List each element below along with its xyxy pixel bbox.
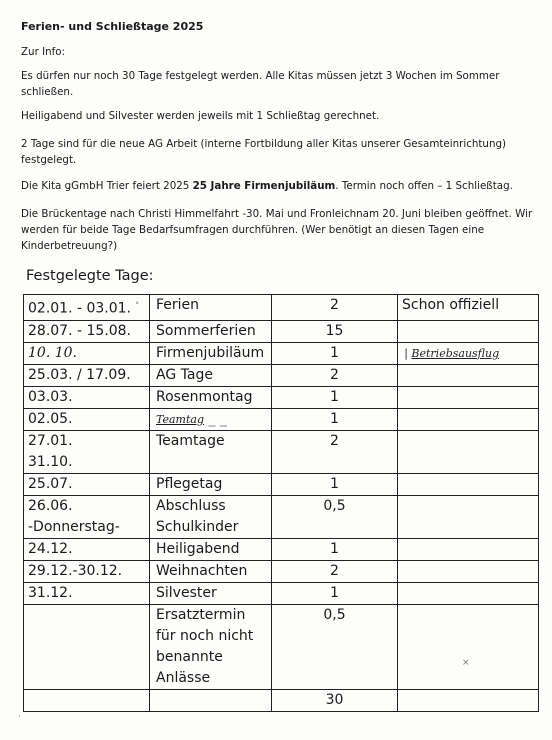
anniversary-text-2: . Termin noch offen – 1 Schließtag.	[335, 180, 513, 192]
table-row	[24, 386, 539, 408]
date-cell: 31.12.	[24, 582, 150, 604]
date-cell-handwritten: 10. 10.	[24, 342, 150, 364]
days-cell: 1	[272, 342, 398, 364]
table-row	[24, 430, 539, 473]
days-cell: 1	[272, 582, 398, 604]
stray-mark: ×	[462, 658, 470, 668]
days-cell: 0,5	[272, 604, 398, 689]
total-cell: 30	[272, 689, 398, 711]
paragraph-ag-days: 2 Tage sind für die neue AG Arbeit (interne Fortbildung aller Kitas unserer Gesamteinrichtung) festgelegt.	[21, 138, 507, 166]
anniversary-bold: 25 Jahre Firmenjubiläum	[192, 180, 336, 192]
days-cell: 1	[272, 408, 398, 430]
stray-mark: °	[135, 301, 139, 309]
days-cell: 1	[272, 538, 398, 560]
note-cell-handwritten: | Betriebsausflug	[398, 342, 539, 364]
date-cell: 27.01. 31.10.	[24, 430, 150, 473]
table-row	[24, 495, 539, 538]
date-cell	[24, 604, 150, 689]
date-cell	[24, 689, 150, 711]
note-cell	[398, 689, 539, 711]
name-cell: Firmenjubiläum	[150, 342, 272, 364]
days-cell: 1	[272, 386, 398, 408]
table-total-row	[24, 689, 539, 711]
name-cell: Abschluss Schulkinder	[150, 495, 272, 538]
note-cell	[398, 582, 539, 604]
table-row	[24, 538, 539, 560]
note-cell	[398, 473, 539, 495]
name-cell: Pflegetag	[150, 473, 272, 495]
table-row	[24, 342, 539, 364]
name-cell: Heiligabend	[150, 538, 272, 560]
days-cell: 15	[272, 320, 398, 342]
days-cell: 1	[272, 473, 398, 495]
name-cell: Ersatztermin für noch nicht benannte Anlässe	[150, 604, 272, 689]
table-row	[24, 408, 539, 430]
note-cell	[398, 495, 539, 538]
note-cell	[398, 408, 539, 430]
date-cell: 28.07. - 15.08.	[24, 320, 150, 342]
name-cell: Sommerferien	[150, 320, 272, 342]
note-cell	[398, 386, 539, 408]
note-cell	[398, 320, 539, 342]
table-row	[24, 320, 539, 342]
table-row	[24, 295, 539, 321]
anniversary-text-1: Die Kita gGmbH Trier feiert 2025	[21, 180, 193, 192]
date-cell: 26.06. -Donnerstag-	[24, 495, 150, 538]
stray-mark: ·	[18, 712, 21, 722]
note-cell	[398, 604, 539, 689]
table-row	[24, 364, 539, 386]
table-row	[24, 582, 539, 604]
days-cell: 2	[272, 364, 398, 386]
name-cell: Ferien	[150, 295, 272, 321]
name-cell: AG Tage	[150, 364, 272, 386]
table-row	[24, 473, 539, 495]
table-row	[24, 604, 539, 689]
note-cell	[398, 560, 539, 582]
name-cell-handwritten: Teamtag _ _	[150, 408, 272, 430]
paragraph-bridge-days: Die Brückentage nach Christi Himmelfahrt -30. Mai und Fronleichnam 20. Juni bleiben geöffnet. Wir werden für beide Tage Bedarfsumfragen durchführen. (Wer benötigt an diesen Tagen eine Kinderbetreuung?)	[21, 208, 533, 252]
date-cell: 02.01. - 03.01. °	[24, 295, 150, 321]
closing-days-table	[23, 294, 539, 712]
name-cell	[150, 689, 272, 711]
info-label: Zur Info:	[21, 46, 66, 58]
table-row	[24, 560, 539, 582]
note-cell	[398, 538, 539, 560]
days-cell: 2	[272, 560, 398, 582]
days-cell: 2	[272, 430, 398, 473]
paragraph-anniversary	[21, 178, 541, 194]
date-cell: 02.05.	[24, 408, 150, 430]
document-title: Ferien- und Schließtage 2025	[21, 20, 204, 33]
paragraph-30-days: Es dürfen nur noch 30 Tage festgelegt werden. Alle Kitas müssen jetzt 3 Wochen im Sommer schließen.	[21, 70, 500, 98]
date-cell: 29.12.-30.12.	[24, 560, 150, 582]
date-cell: 25.07.	[24, 473, 150, 495]
days-cell: 2	[272, 295, 398, 321]
name-cell: Rosenmontag	[150, 386, 272, 408]
date-cell: 24.12.	[24, 538, 150, 560]
name-cell: Weihnachten	[150, 560, 272, 582]
date-cell: 03.03.	[24, 386, 150, 408]
note-cell	[398, 364, 539, 386]
date-cell: 25.03. / 17.09.	[24, 364, 150, 386]
name-cell: Silvester	[150, 582, 272, 604]
name-cell: Teamtage	[150, 430, 272, 473]
note-cell	[398, 430, 539, 473]
note-cell: Schon offiziell	[398, 295, 539, 321]
paragraph-holidays: Heiligabend und Silvester werden jeweils mit 1 Schließtag gerechnet.	[21, 110, 380, 122]
days-cell: 0,5	[272, 495, 398, 538]
table-heading: Festgelegte Tage:	[26, 268, 154, 284]
